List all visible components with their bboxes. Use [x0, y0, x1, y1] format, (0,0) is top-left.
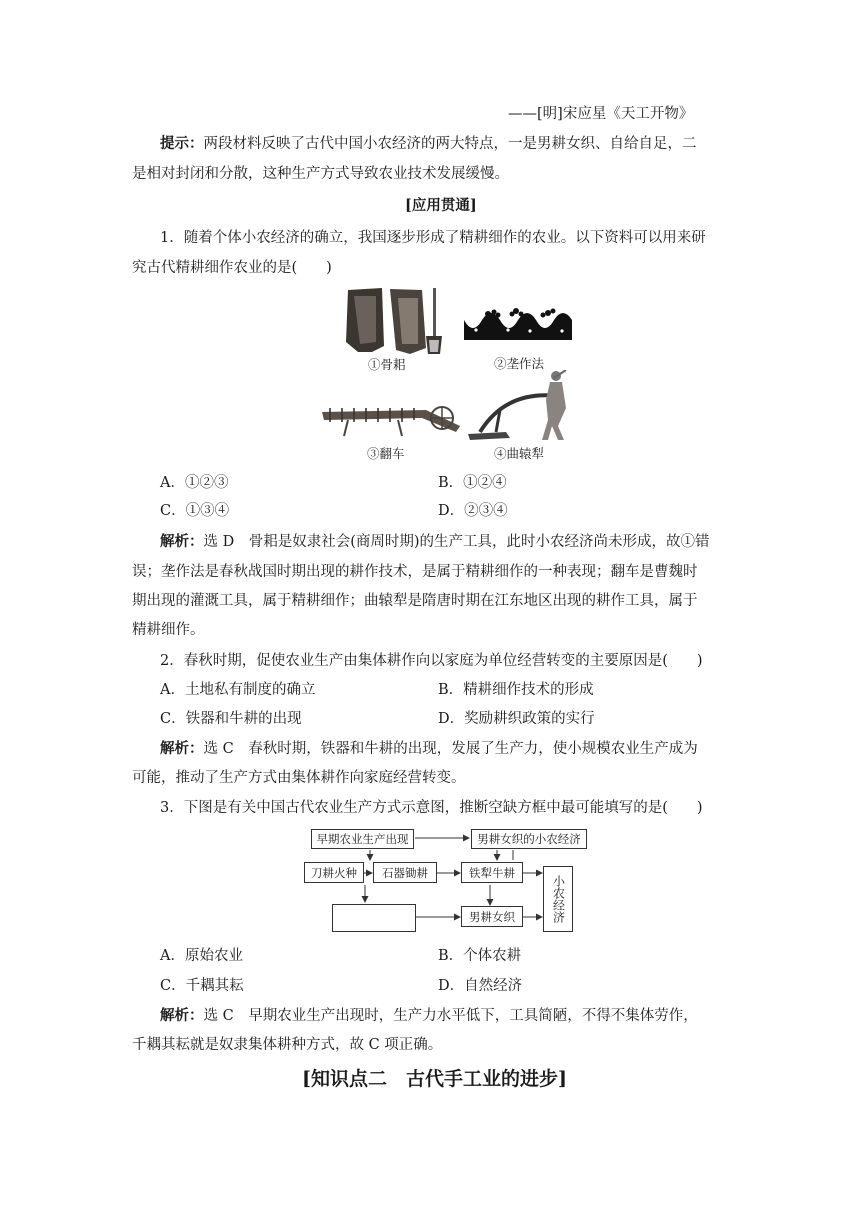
diagram-box-small-economy-vertical: 小农经济	[543, 866, 573, 932]
q2-option-b: B．精耕细作技术的形成	[438, 682, 594, 698]
chain-pump-image	[318, 396, 464, 440]
q3-analysis-line-1: 解析：选 C 早期农业生产出现时，生产力水平低下，工具简陋，不得不集体劳作，	[160, 1007, 698, 1024]
q2-option-a: A．土地私有制度的确立	[160, 682, 316, 698]
q3-option-a: A．原始农业	[160, 948, 243, 964]
diagram-box-early-agriculture: 早期农业生产出现	[311, 829, 414, 849]
diagram-box-slash-burn: 刀耕火种	[304, 862, 364, 883]
q1-analysis-line-4: 精耕细作。	[132, 622, 205, 638]
q1-option-b: B．①②④	[438, 475, 507, 491]
diagram-box-stone-tools: 石器锄耕	[373, 862, 437, 883]
q2-analysis-line-2: 可能，推动了生产方式由集体耕作向家庭经营转变。	[132, 770, 466, 786]
caption-chain-pump: ③翻车	[367, 446, 405, 461]
knowledge-point-heading: [知识点二 古代手工业的进步]	[302, 1068, 567, 1090]
diagram-box-small-peasant-economy: 男耕女织的小农经济	[471, 829, 587, 849]
q3-stem: 3．下图是有关中国古代农业生产方式示意图，推断空缺方框中最可能填写的是( )	[160, 800, 703, 816]
q2-analysis-label: 解析：	[160, 740, 204, 757]
diagram-blank-box	[332, 904, 416, 932]
q3-option-c: C．千耦其耘	[160, 978, 244, 994]
q3-option-d: D．自然经济	[438, 978, 523, 994]
q1-option-c: C．①③④	[160, 503, 230, 519]
q1-analysis-line-2: 误；垄作法是春秋战国时期出现的耕作技术，是属于精耕细作的一种表现；翻车是曹魏时	[132, 564, 698, 580]
caption-curved-plow: ④曲辕犁	[494, 446, 545, 461]
q1-option-a: A．①②③	[160, 475, 229, 491]
section-title: [应用贯通]	[405, 197, 477, 214]
bone-spade-image	[338, 286, 448, 356]
hint-line-1: 提示：两段材料反映了古代中国小农经济的两大特点，一是男耕女织、自给自足，二	[160, 135, 697, 152]
source-line: ——[明]宋应星《天工开物》	[508, 106, 694, 122]
q1-stem-line-2: 究古代精耕细作农业的是( )	[132, 260, 332, 276]
hint-line-2: 是相对封闭和分散，这种生产方式导致农业技术发展缓慢。	[132, 166, 509, 182]
q3-analysis-line-2: 千耦其耘就是奴隶集体耕种方式，故 C 项正确。	[132, 1037, 443, 1053]
diagram-box-iron-plow-ox: 铁犁牛耕	[461, 862, 523, 883]
diagram-box-men-women: 男耕女织	[461, 906, 523, 927]
q1-analysis-line-1: 解析：选 D 骨耜是奴隶社会(商周时期)的生产工具，此时小农经济尚未形成，故①错	[160, 533, 710, 550]
ridge-farming-image	[464, 306, 572, 340]
q1-analysis-line-3: 期出现的灌溉工具，属于精耕细作；曲辕犁是隋唐时期在江东地区出现的耕作工具，属于	[132, 593, 698, 609]
caption-bone-spade: ①骨耜	[368, 357, 406, 372]
caption-ridge-farming: ②垄作法	[494, 356, 545, 371]
q2-option-d: D．奖励耕织政策的实行	[438, 711, 595, 727]
q1-stem-line-1: 1．随着个体小农经济的确立，我国逐步形成了精耕细作的农业。以下资料可以用来研	[160, 230, 706, 246]
q1-analysis-label: 解析：	[160, 533, 204, 550]
q2-option-c: C．铁器和牛耕的出现	[160, 711, 302, 727]
curved-plow-image	[466, 370, 576, 442]
q1-option-d: D．②③④	[438, 503, 508, 519]
hint-label: 提示：	[160, 135, 204, 152]
q2-analysis-line-1: 解析：选 C 春秋时期，铁器和牛耕的出现，发展了生产力，使小规模农业生产成为	[160, 740, 698, 757]
q3-option-b: B．个体农耕	[438, 948, 522, 964]
q2-stem: 2．春秋时期，促使农业生产由集体耕作向以家庭为单位经营转变的主要原因是( )	[160, 653, 703, 669]
q3-analysis-label: 解析：	[160, 1007, 204, 1024]
